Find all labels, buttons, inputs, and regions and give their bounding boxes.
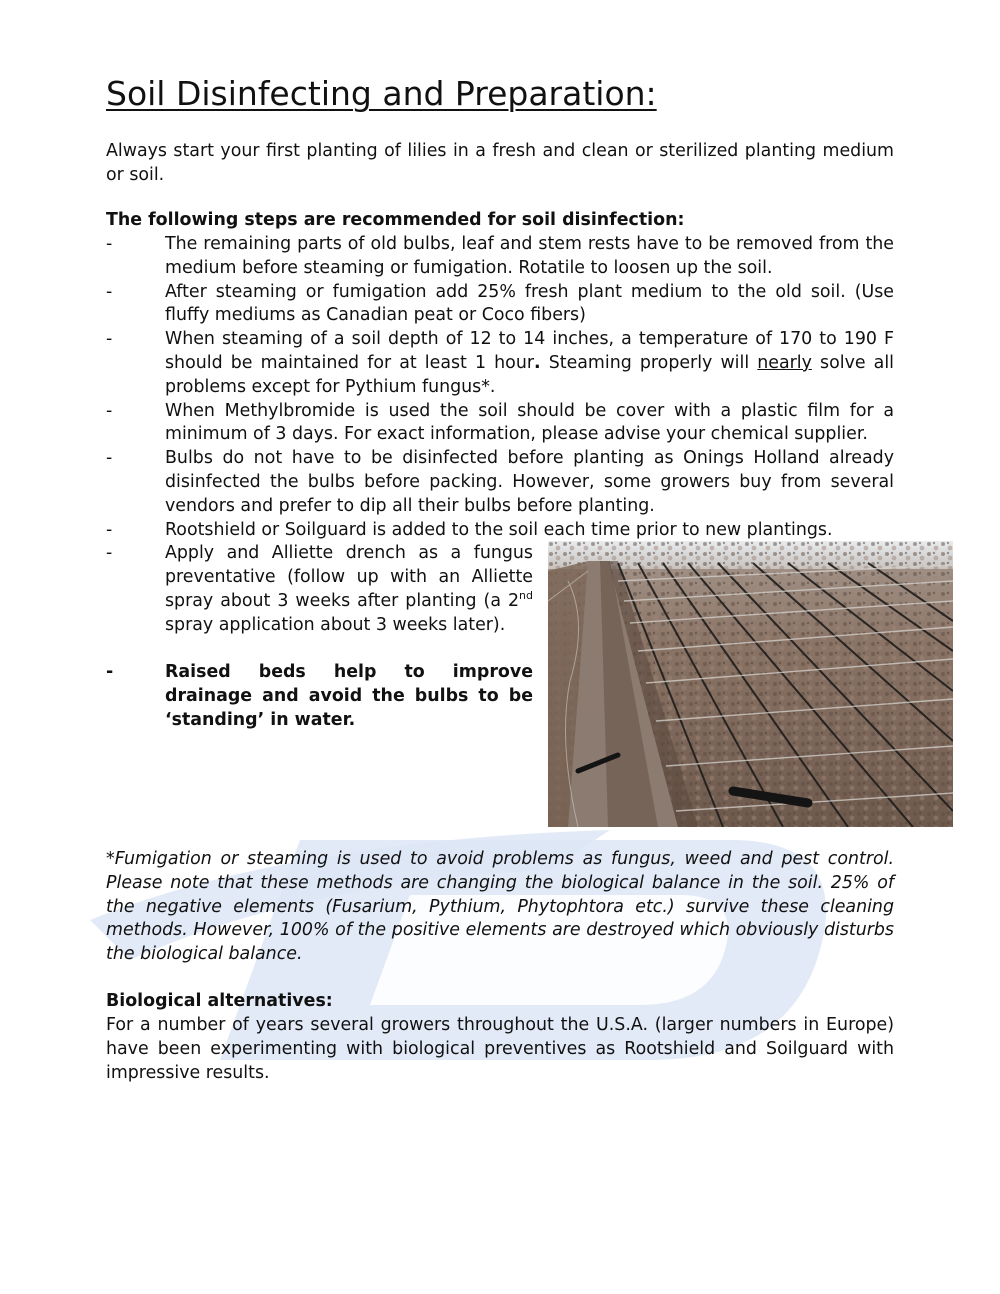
list-item: - When Methylbromide is used the soil should be cover with a plastic film for a minimum of 3 days. For exact information, please advise your chemical supplier.	[106, 400, 894, 445]
page-title: Soil Disinfecting and Preparation:	[106, 74, 657, 113]
soil-beds-photo	[548, 541, 953, 827]
list-item: - Bulbs do not have to be disinfected before planting as Onings Holland already disinfected the bulbs before packing. However, some growers buy from several vendors and prefer to dip all their bulbs before planting.	[106, 448, 894, 516]
list-item: - Raised beds help to improve drainage and avoid the bulbs to be ‘standing’ in water.	[106, 662, 533, 730]
list-item: - The remaining parts of old bulbs, leaf and stem rests have to be removed from the medium before steaming or fumigation. Rotatile to loosen up the soil.	[106, 234, 894, 278]
bullet-dash: -	[106, 519, 113, 540]
bullet-dash: -	[106, 448, 113, 469]
bullet-dash: -	[106, 662, 114, 683]
bullet-dash: -	[106, 543, 113, 564]
steps-heading: The following steps are recommended for soil disinfection:	[106, 210, 685, 230]
biological-paragraph: For a number of years several growers throughout the U.S.A. (larger numbers in Europe) have been experimenting with biological preventives as Rootshield and Soilguard with impressive results.	[106, 1015, 894, 1083]
footnote: *Fumigation or steaming is used to avoid problems as fungus, weed and pest control. Please note that these methods are changing the biological balance in the soil. 25% of the negative elements (Fusarium, Pythium, Phytophtora etc.) survive these cleaning methods. However, 100% of the positive elements are destroyed which obviously disturbs the biological balance.	[106, 849, 894, 965]
intro-paragraph: Always start your first planting of lilies in a fresh and clean or sterilized planting medium or soil.	[106, 141, 894, 185]
underlined-word: nearly	[757, 352, 812, 373]
bullet-dash: -	[106, 400, 113, 421]
list-item: - Apply and Alliette drench as a fungus preventative (follow up with an Alliette spray about 3 weeks after planting (a 2nd spray application about 3 weeks later).	[106, 543, 533, 635]
list-item: - After steaming or fumigation add 25% fresh plant medium to the old soil. (Use fluffy mediums as Canadian peat or Coco fibers)	[106, 281, 894, 326]
biological-heading: Biological alternatives:	[106, 991, 333, 1011]
bullet-dash: -	[106, 234, 113, 254]
list-item: - When steaming of a soil depth of 12 to 14 inches, a temperature of 170 to 190 F should be maintained for at least 1 hour. Steaming properly will nearly solve all problems except for Pythium fungus*.	[106, 329, 895, 397]
list-item: - Rootshield or Soilguard is added to the soil each time prior to new plantings.	[106, 519, 894, 543]
bullet-dash: -	[106, 329, 113, 350]
bullet-dash: -	[106, 281, 113, 302]
